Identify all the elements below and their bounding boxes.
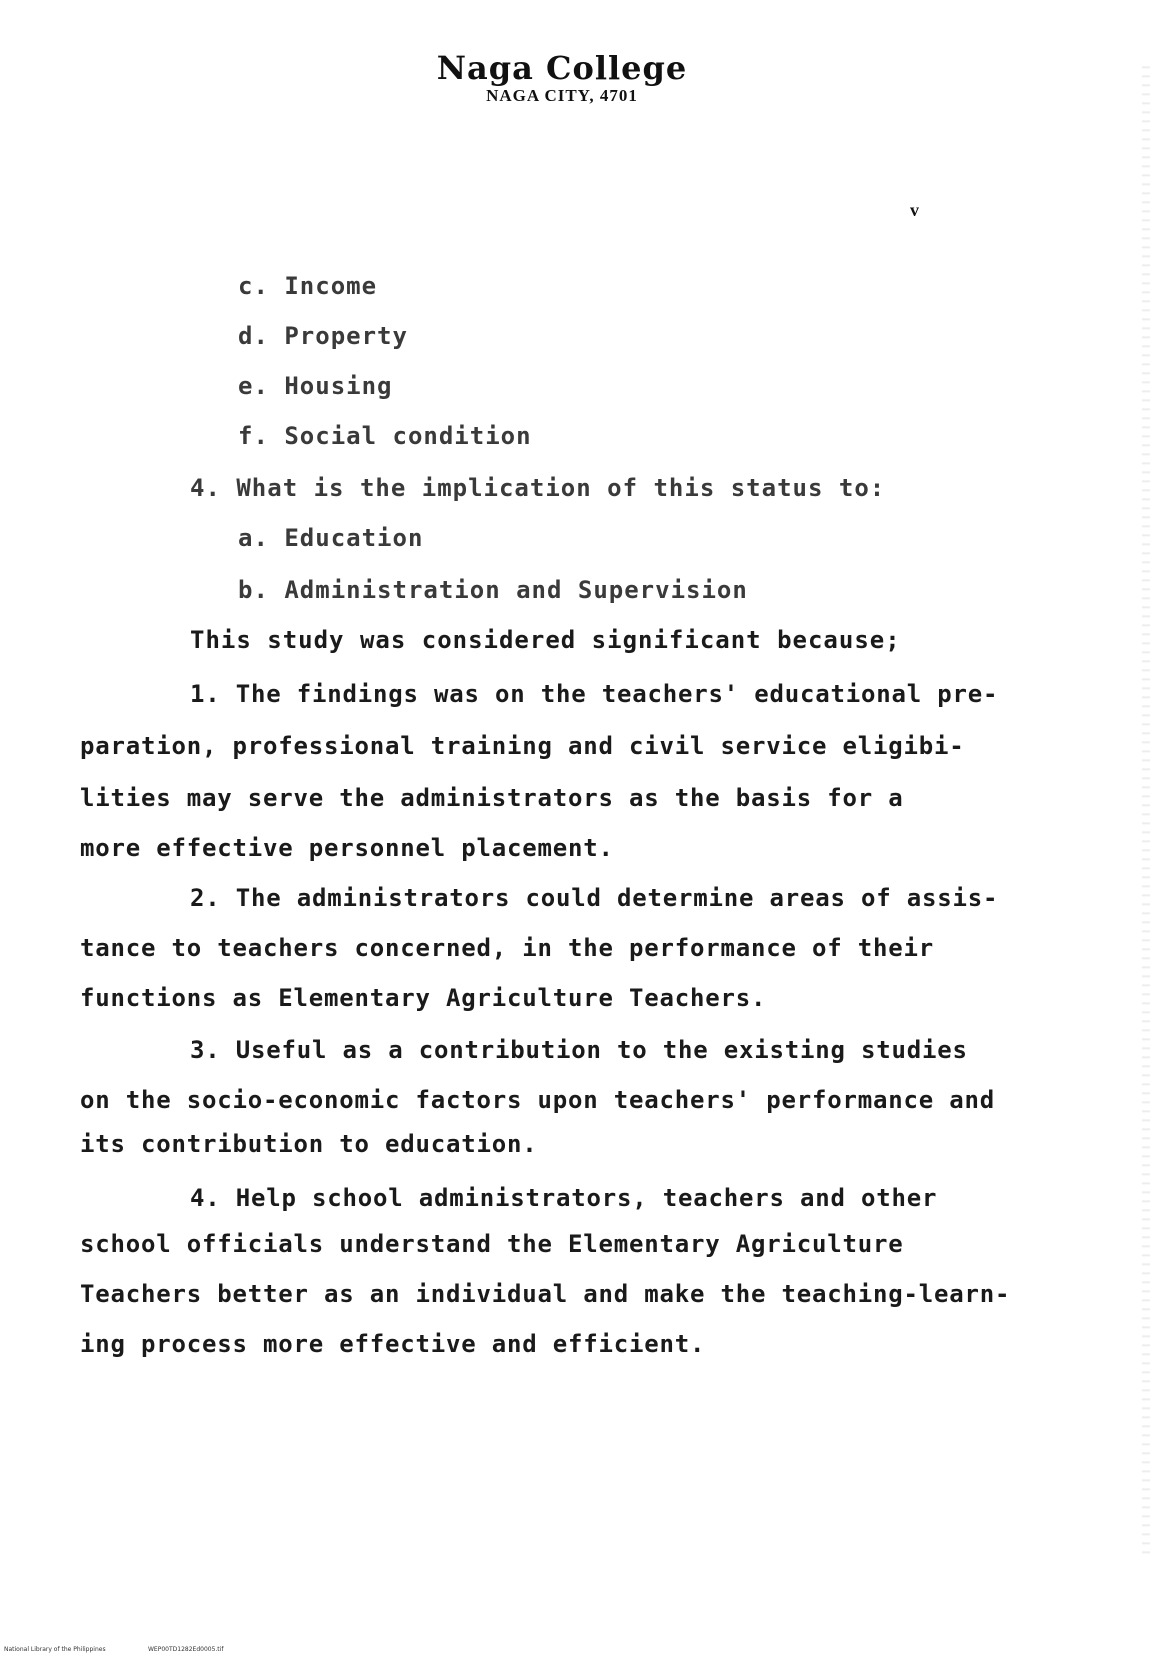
footer-source: National Library of the Philippines — [4, 1646, 106, 1653]
paragraph-line: Teachers better as an individual and make the teaching-learn- — [80, 1280, 1011, 1308]
paragraph-line: 1. The findings was on the teachers' educational pre- — [190, 680, 999, 708]
paragraph-line: more effective personnel placement. — [80, 834, 614, 862]
paragraph-line: 4. Help school administrators, teachers and other — [190, 1184, 938, 1212]
college-city: NAGA CITY, 4701 — [486, 86, 638, 105]
footer-filename: WEP00TD1282Ed0005.tif — [148, 1646, 224, 1653]
list-item: f. Social condition — [238, 422, 532, 450]
page-number: v — [910, 200, 919, 220]
paragraph-line: its contribution to education. — [80, 1130, 538, 1158]
paragraph-line: lities may serve the administrators as the basis for a — [80, 784, 904, 812]
list-item: a. Education — [238, 524, 424, 552]
college-name: Naga College — [436, 49, 688, 87]
paragraph-line: tance to teachers concerned, in the performance of their — [80, 934, 934, 962]
question-4: 4. What is the implication of this status to: — [190, 474, 886, 502]
list-item: b. Administration and Supervision — [238, 576, 748, 604]
list-item: d. Property — [238, 322, 408, 350]
list-item: e. Housing — [238, 372, 393, 400]
letterhead — [0, 49, 1154, 106]
paragraph-line: 3. Useful as a contribution to the existing studies — [190, 1036, 968, 1064]
paragraph-line: 2. The administrators could determine areas of assis- — [190, 884, 999, 912]
paragraph-line: school officials understand the Elementary Agriculture — [80, 1230, 904, 1258]
scan-edge-noise — [1142, 60, 1150, 1560]
paragraph-line: ing process more effective and efficient. — [80, 1330, 706, 1358]
paragraph-line: paration, professional training and civil service eligibi- — [80, 732, 965, 760]
paragraph-line: on the socio-economic factors upon teachers' performance and — [80, 1086, 995, 1114]
list-item: c. Income — [238, 272, 378, 300]
paragraph-line: functions as Elementary Agriculture Teachers. — [80, 984, 767, 1012]
significance-intro: This study was considered significant because; — [190, 626, 901, 654]
